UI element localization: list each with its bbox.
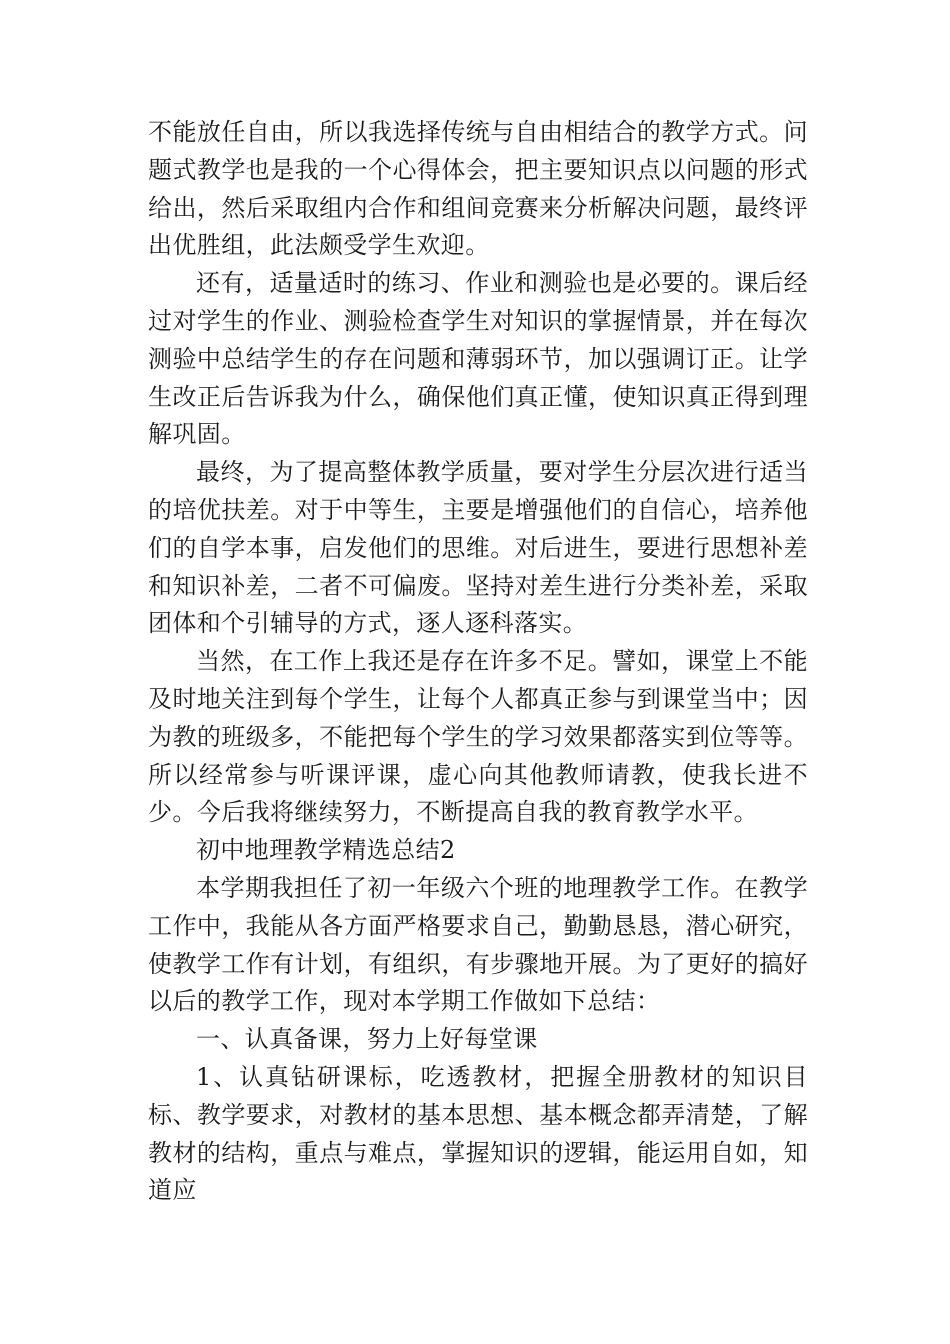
paragraph-teaching-method: 不能放任自由，所以我选择传统与自由相结合的教学方式。问题式教学也是我的一个心得体会，把主要知识点以问题的形式给出，然后采取组内合作和组间竞赛来分析解决问题，最终评出优胜组，此法颇受学生欢迎。 (148, 118, 808, 260)
section-title: 初中地理教学精选总结2 (196, 836, 456, 865)
paragraph-tiered-teaching: 最终，为了提高整体教学质量，要对学生分层次进行适当的培优扶差。对于中等生，主要是增强他们的自信心，培养他们的自学本事，启发他们的思维。对后进生，要进行思想补差和知识补差，二者不可偏废。坚持对差生进行分类补差，采取团体和个引辅导的方式，逐人逐科落实。 (148, 458, 808, 638)
paragraph-shortcomings: 当然，在工作上我还是存在许多不足。譬如，课堂上不能及时地关注到每个学生，让每个人都真正参与到课堂当中；因为教的班级多，不能把每个学生的学习效果都落实到位等等。所以经常参与听课评课，虚心向其他教师请教，使我长进不少。今后我将继续努力，不断提高自我的教育教学水平。 (148, 647, 808, 827)
document-page (148, 114, 808, 1210)
subheading-preparation: 一、认真备课，努力上好每堂课 (196, 1025, 538, 1054)
paragraph-exercises: 还有，适量适时的练习、作业和测验也是必要的。课后经过对学生的作业、测验检查学生对知识的掌握情景，并在每次测验中总结学生的存在问题和薄弱环节，加以强调订正。让学生改正后告诉我为什么，确保他们真正懂，使知识真正得到理解巩固。 (148, 269, 808, 449)
paragraph-intro: 本学期我担任了初一年级六个班的地理教学工作。在教学工作中，我能从各方面严格要求自己，勤勤恳恳，潜心研究，使教学工作有计划，有组织，有步骤地开展。为了更好的搞好以后的教学工作，现对本学期工作做如下总结： (148, 873, 808, 1016)
paragraph-item-1: 1、认真钻研课标，吃透教材，把握全册教材的知识目标、教学要求，对教材的基本思想、基本概念都弄清楚，了解教材的结构，重点与难点，掌握知识的逻辑，能运用自如，知道应 (148, 1062, 808, 1205)
